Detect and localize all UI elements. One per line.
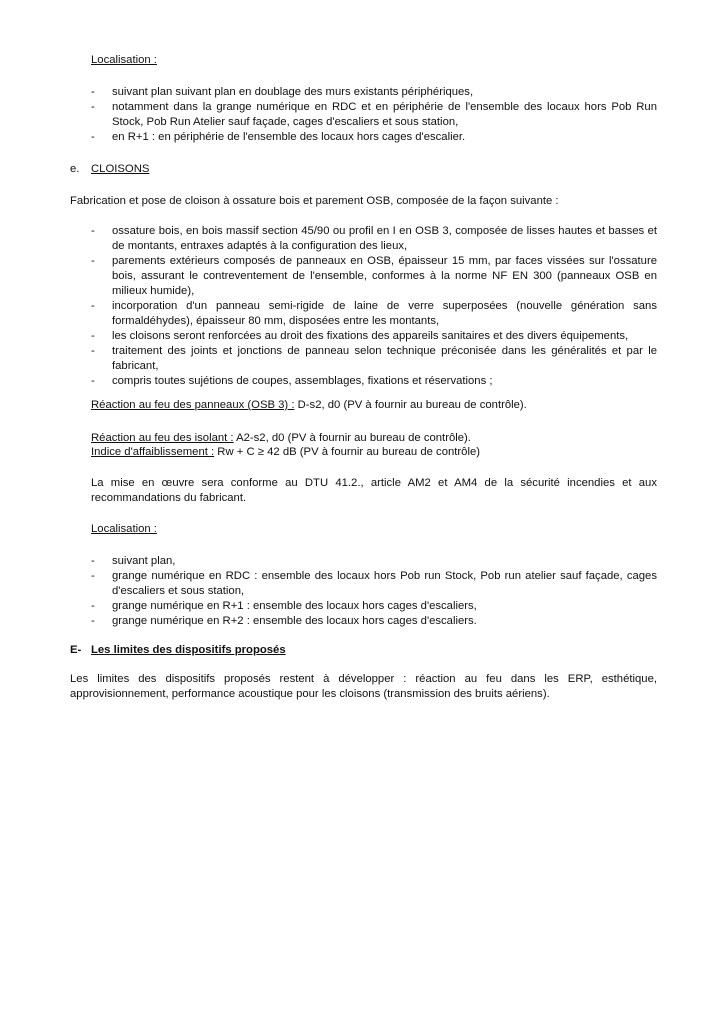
section-heading-limites (70, 643, 657, 658)
list-item: - grange numérique en RDC : ensemble des locaux hors Pob run Stock, Pob run atelier sauf façade, cages d'escaliers et sous station, (91, 569, 657, 599)
reaction-feu-panneaux-value: D-s2, d0 (PV à fournir au bureau de contrôle). (294, 399, 527, 411)
section-title: Les limites des dispositifs proposés (91, 644, 286, 656)
list-item: - compris toutes sujétions de coupes, assemblages, fixations et réservations ; (91, 374, 657, 389)
list-item: - ossature bois, en bois massif section 45/90 ou profil en I en OSB 3, composée de lisses hautes et basses et de montants, entraxes adaptés à la configuration des lieux, (91, 224, 657, 254)
reaction-feu-isolant-label: Réaction au feu des isolant : (91, 432, 234, 444)
list-item: - notamment dans la grange numérique en RDC et en périphérie de l'ensemble des locaux hors Pob Run Stock, Pob Run Atelier sauf façade, cages d'escaliers et sous station, (91, 100, 657, 130)
list-item: - suivant plan, (91, 554, 657, 569)
reaction-feu-panneaux-label: Réaction au feu des panneaux (OSB 3) : (91, 399, 295, 411)
reaction-feu-panneaux (91, 398, 657, 413)
reaction-feu-isolant (91, 431, 657, 446)
list-item: - grange numérique en R+1 : ensemble des locaux hors cages d'escaliers, (91, 599, 657, 614)
list-item: - parements extérieurs composés de panneaux en OSB, épaisseur 15 mm, par faces vissées sur l'ossature bois, assurant le contreventement de l'ensemble, conformes à la norme NF EN 300 (panneaux OSB en milieux humide), (91, 254, 657, 299)
list-item: - les cloisons seront renforcées au droit des fixations des appareils sanitaires et des divers équipements, (91, 329, 657, 344)
indice-affaiblissement-value: Rw + C ≥ 42 dB (PV à fournir au bureau de contrôle) (214, 446, 481, 458)
section-number: E- (70, 644, 82, 656)
list-item: - en R+1 : en périphérie de l'ensemble des locaux hors cages d'escalier. (91, 130, 657, 145)
section-heading-cloisons (70, 162, 657, 177)
indice-affaiblissement-label: Indice d'affaiblissement : (91, 446, 215, 458)
localisation-heading-2: Localisation : (91, 523, 157, 535)
indice-affaiblissement (91, 445, 657, 460)
localisation-heading-1: Localisation : (91, 54, 157, 66)
localisation-list-2 (91, 554, 657, 629)
cloisons-spec-list (91, 224, 657, 389)
mise-en-oeuvre-paragraph: La mise en œuvre sera conforme au DTU 41.2., article AM2 et AM4 de la sécurité incendies et aux recommandations du fabricant. (91, 477, 657, 504)
list-item: - traitement des joints et jonctions de panneau selon technique préconisée dans les généralités et par le fabricant, (91, 344, 657, 374)
reaction-feu-isolant-value: A2-s2, d0 (PV à fournir au bureau de contrôle). (233, 432, 471, 444)
section-title: CLOISONS (91, 163, 150, 175)
cloisons-intro: Fabrication et pose de cloison à ossature bois et parement OSB, composée de la façon suivante : (70, 195, 559, 207)
list-item: - grange numérique en R+2 : ensemble des locaux hors cages d'escaliers. (91, 614, 657, 629)
section-number: e. (70, 163, 80, 175)
list-item: - incorporation d'un panneau semi-rigide de laine de verre superposées (nouvelle génération sans formaldéhydes), épaisseur 80 mm, disposées entre les montants, (91, 299, 657, 329)
localisation-list-1 (91, 85, 657, 145)
list-item: - suivant plan suivant plan en doublage des murs existants périphériques, (91, 85, 657, 100)
limites-paragraph: Les limites des dispositifs proposés restent à développer : réaction au feu dans les ERP, esthétique, approvisionnement, performance acoustique pour les cloisons (transmission des bruits aériens). (70, 673, 657, 700)
